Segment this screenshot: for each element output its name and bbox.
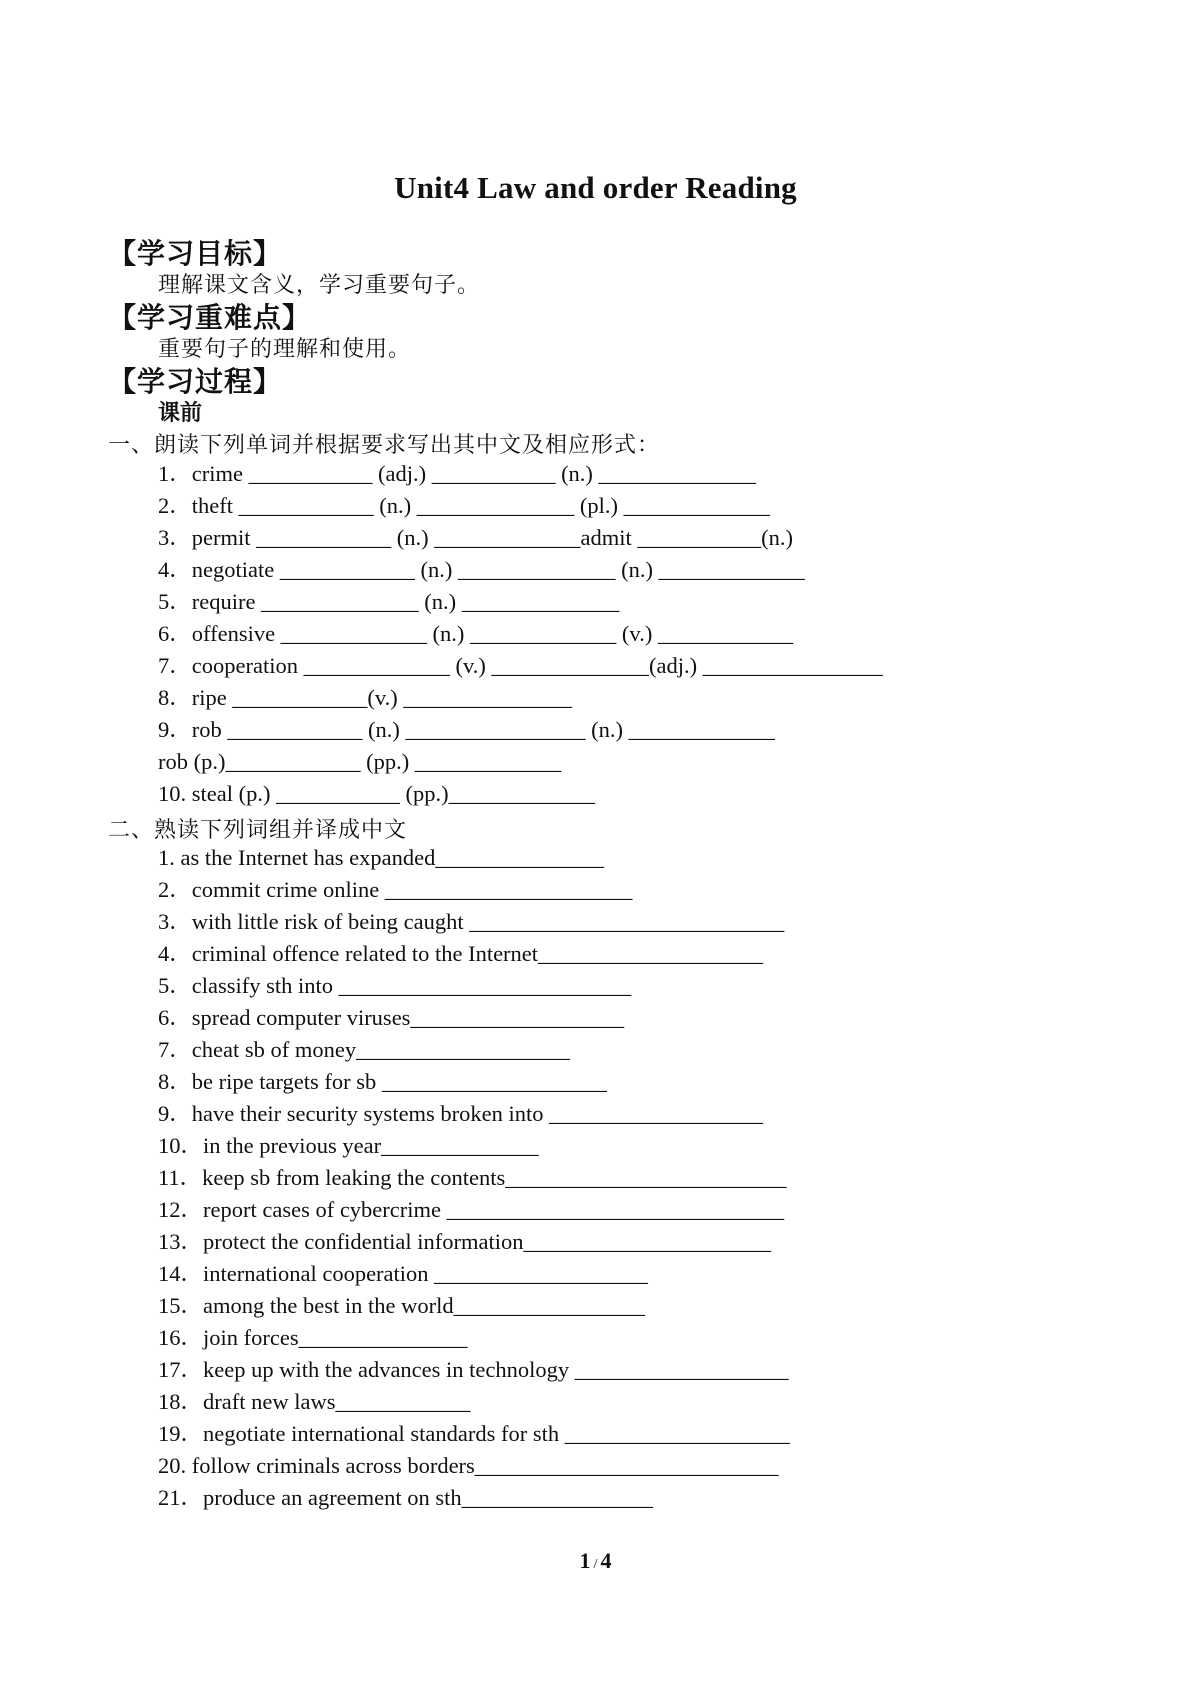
page-separator: /: [593, 1557, 598, 1572]
part2-title: 二、熟读下列词组并译成中文: [108, 818, 408, 843]
part1-item: 7．cooperation _____________ (v.) ______________(adj.) ________________: [158, 653, 883, 678]
part2-item: 4．criminal offence related to the Internet____________________: [158, 941, 764, 966]
part2-item: 1. as the Internet has expanded_______________: [158, 845, 605, 870]
page-total: 4: [600, 1548, 612, 1573]
part2-item: 13．protect the confidential information______________________: [158, 1229, 772, 1254]
part2-item: 9．have their security systems broken into ___________________: [158, 1101, 763, 1126]
pre-class-label: 课前: [158, 401, 203, 426]
heading-learning-goal: 【学习目标】: [108, 237, 283, 270]
part2-item: 6．spread computer viruses___________________: [158, 1005, 625, 1030]
part2-item: 5．classify sth into __________________________: [158, 973, 632, 998]
part2-item: 2．commit crime online ______________________: [158, 877, 633, 902]
learning-goal-text: 理解课文含义，学习重要句子。: [158, 273, 481, 298]
part2-item: 7．cheat sb of money___________________: [158, 1037, 570, 1062]
part2-item: 10．in the previous year______________: [158, 1133, 539, 1158]
part1-item: 3．permit ____________ (n.) _____________admit ___________(n.): [158, 525, 793, 550]
part2-item: 8．be ripe targets for sb ____________________: [158, 1069, 607, 1094]
page-current: 1: [579, 1548, 591, 1573]
part2-item: 16．join forces_______________: [158, 1325, 468, 1350]
part1-item: 4．negotiate ____________ (n.) ______________ (n.) _____________: [158, 557, 805, 582]
part1-item: 5．require ______________ (n.) ______________: [158, 589, 620, 614]
part1-item: 1．crime ___________ (adj.) ___________ (n.) ______________: [158, 461, 757, 486]
page-number: [0, 1548, 1191, 1574]
heading-learning-process: 【学习过程】: [108, 365, 283, 398]
part2-item: 15．among the best in the world_________________: [158, 1293, 645, 1318]
part2-item: 18．draft new laws____________: [158, 1389, 471, 1414]
part2-item: 19．negotiate international standards for sth ____________________: [158, 1421, 790, 1446]
part1-item: 8．ripe ____________(v.) _______________: [158, 685, 573, 710]
part1-item: rob (p.)____________ (pp.) _____________: [158, 749, 562, 774]
part2-item: 21．produce an agreement on sth_________________: [158, 1485, 653, 1510]
part1-item: 10. steal (p.) ___________ (pp.)_____________: [158, 781, 595, 806]
part2-item: 20. follow criminals across borders___________________________: [158, 1453, 779, 1478]
part2-item: 14．international cooperation ___________________: [158, 1261, 648, 1286]
part1-item: 6．offensive _____________ (n.) _____________ (v.) ____________: [158, 621, 793, 646]
document-title: Unit4 Law and order Reading: [394, 170, 797, 205]
part2-item: 11．keep sb from leaking the contents_________________________: [158, 1165, 787, 1190]
part2-item: 12．report cases of cybercrime ______________________________: [158, 1197, 785, 1222]
part1-item: 9．rob ____________ (n.) ________________ (n.) _____________: [158, 717, 775, 742]
part1-title: 一、朗读下列单词并根据要求写出其中文及相应形式：: [108, 433, 661, 458]
part2-item: 3．with little risk of being caught ____________________________: [158, 909, 785, 934]
part1-item: 2．theft ____________ (n.) ______________ (pl.) _____________: [158, 493, 770, 518]
key-points-text: 重要句子的理解和使用。: [158, 337, 412, 362]
part2-item: 17．keep up with the advances in technology ___________________: [158, 1357, 789, 1382]
heading-key-points: 【学习重难点】: [108, 301, 312, 334]
